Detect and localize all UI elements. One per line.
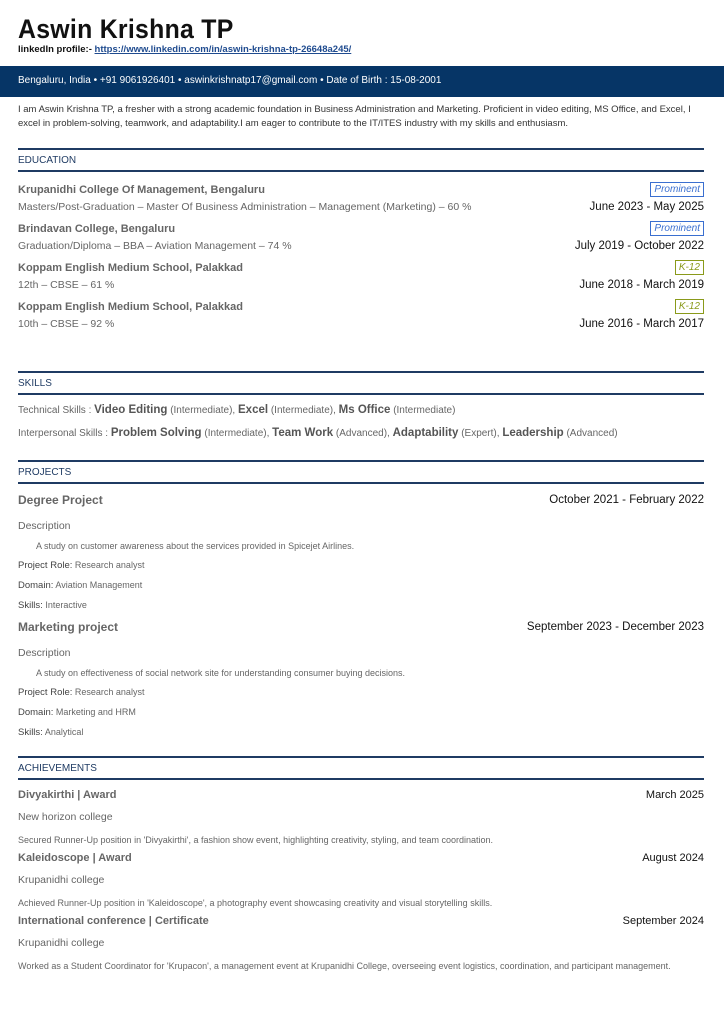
dates: August 2024 — [642, 852, 704, 864]
contact-bar: Bengaluru, India • +91 9061926401 • aswinkrishnatp17@gmail.com • Date of Birth : 15-08-2001 — [0, 66, 724, 97]
achievement-description: Achieved Runner-Up position in 'Kaleidoscope', a photography event showcasing creativity and visual storytelling skills. — [18, 898, 493, 908]
section-title: EDUCATION — [18, 148, 704, 172]
project-name: Marketing project — [18, 620, 119, 634]
degree: Graduation/Diploma – BBA – Aviation Management – 74 % — [18, 240, 292, 252]
linkedin-label: linkedIn profile:- — [18, 44, 92, 55]
education-item — [18, 260, 704, 291]
achievement-name: Divyakirthi | Award — [18, 789, 117, 801]
linkedin-line — [18, 44, 351, 55]
degree: 10th – CBSE – 92 % — [18, 318, 115, 330]
achievement-item — [18, 789, 704, 846]
achievement-name: Kaleidoscope | Award — [18, 852, 132, 864]
interpersonal-skills — [18, 427, 704, 439]
skill-name: Video Editing — [94, 404, 168, 416]
candidate-name: Aswin Krishna TP — [18, 14, 234, 44]
skill-level: (Intermediate), — [170, 405, 236, 416]
dates: June 2018 - March 2019 — [579, 279, 704, 291]
education-item — [18, 221, 704, 252]
school-name: Koppam English Medium School, Palakkad — [18, 300, 243, 313]
achievement-description: Worked as a Student Coordinator for 'Krupacon', a management event at Krupanidhi College, overseeing event logistics, coordination, and participant management. — [18, 961, 671, 971]
dates: October 2021 - February 2022 — [549, 494, 704, 506]
skill-level: (Advanced) — [566, 428, 618, 439]
organization: New horizon college — [18, 811, 113, 823]
degree: Masters/Post-Graduation – Master Of Business Administration – Management (Marketing) – 60 % — [18, 201, 472, 213]
skill-name: Excel — [238, 404, 269, 416]
education-tag: Prominent — [650, 182, 704, 197]
education-tag: K-12 — [675, 260, 704, 275]
description: A study on effectiveness of social network site for understanding consumer buying decisions. — [36, 668, 406, 678]
domain: Aviation Management — [55, 580, 143, 590]
education-tag: K-12 — [675, 299, 704, 314]
education-tag: Prominent — [650, 221, 704, 236]
technical-skills — [18, 404, 704, 416]
education-section — [18, 148, 704, 330]
role: Research analyst — [74, 687, 145, 697]
achievement-item — [18, 852, 704, 909]
linkedin-link[interactable]: https://www.linkedin.com/in/aswin-krishna-tp-26648a245/ — [94, 44, 352, 55]
domain: Marketing and HRM — [55, 707, 136, 717]
description-label: Description — [18, 647, 71, 659]
achievements-section — [18, 756, 704, 972]
skill-name: Team Work — [272, 427, 334, 439]
organization: Krupanidhi college — [18, 874, 105, 886]
role-label: Project Role: — [18, 687, 73, 698]
description-label: Description — [18, 520, 71, 532]
skills-label: Interpersonal Skills : — [18, 428, 109, 439]
project-name: Degree Project — [18, 493, 103, 507]
school-name: Koppam English Medium School, Palakkad — [18, 261, 243, 274]
role-label: Project Role: — [18, 560, 73, 571]
degree: 12th – CBSE – 61 % — [18, 279, 115, 291]
description: A study on customer awareness about the services provided in Spicejet Airlines. — [36, 541, 355, 551]
project-skills: Interactive — [45, 600, 87, 610]
skill-name: Adaptability — [392, 427, 459, 439]
project-item — [18, 620, 704, 738]
project-skills: Analytical — [44, 727, 84, 737]
skill-name: Problem Solving — [110, 427, 202, 439]
dates: July 2019 - October 2022 — [574, 240, 704, 252]
domain-label: Domain: — [18, 707, 54, 718]
skill-name: Ms Office — [338, 404, 391, 416]
skills-label: Technical Skills : — [18, 405, 92, 416]
section-title: ACHIEVEMENTS — [18, 756, 704, 780]
organization: Krupanidhi college — [18, 937, 105, 949]
dates: September 2024 — [622, 915, 704, 927]
dates: March 2025 — [645, 789, 704, 801]
role: Research analyst — [74, 560, 145, 570]
education-item — [18, 299, 704, 330]
school-name: Brindavan College, Bengaluru — [18, 222, 176, 235]
skills-label: Skills: — [18, 600, 43, 611]
projects-section — [18, 460, 704, 738]
school-name: Krupanidhi College Of Management, Bengaluru — [18, 183, 265, 196]
achievement-item — [18, 915, 704, 972]
skill-level: (Expert), — [461, 428, 500, 439]
domain-label: Domain: — [18, 580, 54, 591]
education-item — [18, 182, 704, 213]
skills-label: Skills: — [18, 727, 43, 738]
skill-level: (Intermediate) — [393, 405, 456, 416]
skills-section — [18, 371, 704, 439]
dates: June 2023 - May 2025 — [589, 201, 704, 213]
project-item — [18, 493, 704, 611]
section-title: SKILLS — [18, 371, 704, 395]
skill-level: (Intermediate), — [270, 405, 336, 416]
dates: June 2016 - March 2017 — [579, 318, 704, 330]
dates: September 2023 - December 2023 — [526, 621, 704, 633]
summary: I am Aswin Krishna TP, a fresher with a strong academic foundation in Business Administration and Marketing. Proficient in video editing, MS Office, and Excel, I excel in problem-solving, teamwork, and adaptability.I am eager to contribute to the IT/ITES industry with my skills and enthusiasm. — [18, 104, 691, 129]
achievement-description: Secured Runner-Up position in 'Divyakirthi', a fashion show event, highlighting creativity, styling, and team coordination. — [18, 835, 494, 845]
achievement-name: International conference | Certificate — [18, 915, 209, 927]
skill-level: (Advanced), — [335, 428, 390, 439]
skill-level: (Intermediate), — [204, 428, 270, 439]
section-title: PROJECTS — [18, 460, 704, 484]
skill-name: Leadership — [502, 427, 564, 439]
